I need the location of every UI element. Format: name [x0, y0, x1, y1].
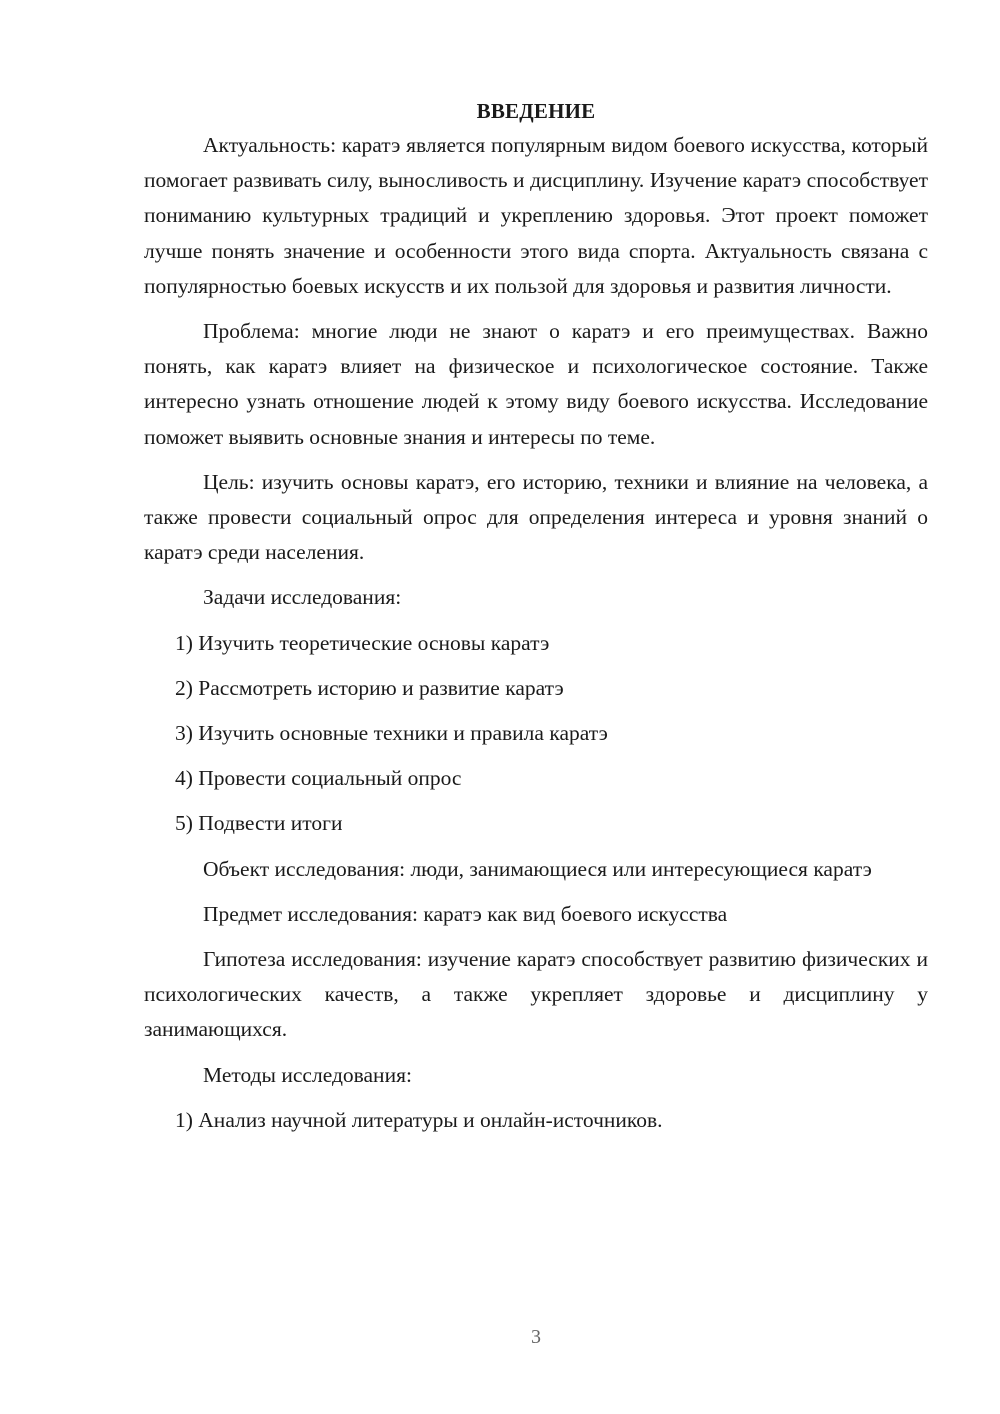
relevance-paragraph: Актуальность: каратэ является популярным видом боевого искусства, который помогает развивать силу, выносливость и дисциплину. Изучение каратэ способствует пониманию культурных традиций и укреплению здоровья. Этот проект поможет лучше понять значение и особенности этого вида спорта. Актуальность связана с популярностью боевых искусств и их пользой для здоровья и развития личности.: [144, 133, 928, 298]
method-item: 1) Анализ научной литературы и онлайн-источников.: [175, 1107, 663, 1132]
goal-paragraph: Цель: изучить основы каратэ, его историю, техники и влияние на человека, а также провести социальный опрос для определения интереса и уровня знаний о каратэ среди населения.: [144, 469, 928, 565]
task-item: 1) Изучить теоретические основы каратэ: [175, 630, 550, 655]
methods-heading: Методы исследования:: [203, 1062, 412, 1087]
section-title: ВВЕДЕНИЕ: [476, 99, 596, 123]
document-page: [144, 96, 928, 1148]
hypothesis-paragraph: Гипотеза исследования: изучение каратэ способствует развитию физических и психологических качеств, а также укрепляет здоровье и дисциплину у занимающихся.: [144, 947, 928, 1042]
task-item: 2) Рассмотреть историю и развитие каратэ: [175, 675, 564, 700]
object-paragraph: Объект исследования: люди, занимающиеся или интересующиеся каратэ: [203, 856, 872, 881]
subject-paragraph: Предмет исследования: каратэ как вид боевого искусства: [203, 901, 728, 926]
task-item: 3) Изучить основные техники и правила каратэ: [175, 721, 608, 746]
task-item: 5) Подвести итоги: [175, 811, 343, 836]
tasks-heading: Задачи исследования:: [203, 585, 402, 610]
problem-paragraph: Проблема: многие люди не знают о каратэ и его преимуществах. Важно понять, как каратэ влияет на физическое и психологическое состояние. Также интересно узнать отношение людей к этому виду боевого искусства. Исследование поможет выявить основные знания и интересы по теме.: [144, 319, 928, 449]
page-number: 3: [531, 1326, 541, 1348]
task-item: 4) Провести социальный опрос: [175, 766, 462, 791]
